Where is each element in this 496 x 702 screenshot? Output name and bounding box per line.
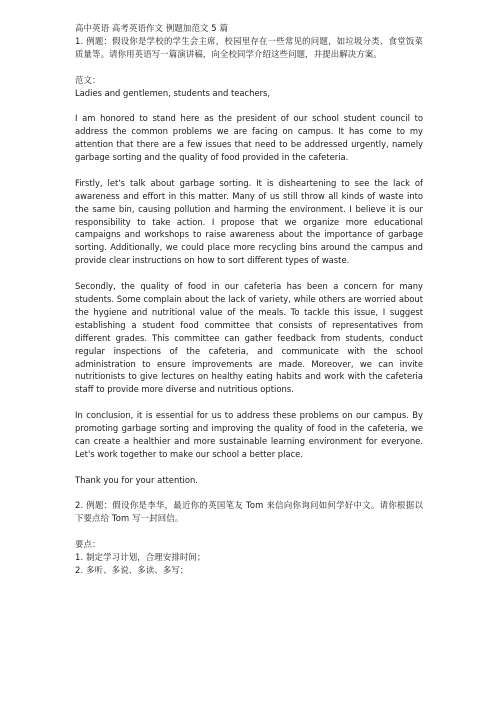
question-2-prompt: 2. 例题：假设你是李华，最近你的英国笔友 Tom 来信向你询问如何学好中文。请你根据以下要点给 Tom 写一封回信。 <box>75 500 423 524</box>
salutation: Ladies and gentlemen, students and teachers, <box>75 87 271 98</box>
spacer <box>75 61 423 74</box>
spacer <box>75 525 423 538</box>
spacer <box>75 99 423 112</box>
paragraph-garbage-sorting: Firstly, let's talk about garbage sorting. It is disheartening to see the lack of awareness and effort in this matter. Many of us still throw all kinds of waste into the same bin, causing pollution and harming the environment. I believe it is our responsibility to take action. I propose that we organize more educational campaigns and workshops to raise awareness about the importance of garbage sorting. Additionally, we could place more recycling bins around the campus and provide clear instructions on how to sort different types of waste. <box>75 177 423 266</box>
spacer <box>75 396 423 409</box>
document-header: 高中英语 高考英语作文 例题加范文 5 篇 <box>75 23 229 33</box>
sample-label: 范文： <box>75 74 101 85</box>
point-item-1: 1. 制定学习计划，合理安排时间； <box>75 552 206 563</box>
points-label: 要点： <box>75 539 101 550</box>
spacer <box>75 487 423 500</box>
point-item-2: 2. 多听、多说、多读、多写； <box>75 564 189 575</box>
spacer <box>75 267 423 280</box>
spacer <box>75 164 423 177</box>
question-1-prompt: 1. 例题：假设你是学校的学生会主席，校园里存在一些常见的问题，如垃圾分类、食堂饭菜质量等。请你用英语写一篇演讲稿，向全校同学介绍这些问题，并提出解决方案。 <box>75 35 423 59</box>
document-page <box>75 22 423 577</box>
paragraph-intro: I am honored to stand here as the president of our school student council to address the common problems we are facing on campus. It has come to my attention that there are a few issues that need to be addressed urgently, namely garbage sorting and the quality of food provided in the cafeteria. <box>75 113 423 163</box>
paragraph-conclusion: In conclusion, it is essential for us to address these problems on our campus. By promoting garbage sorting and improving the quality of food in the cafeteria, we can create a healthier and more sustainable learning environment for everyone. Let's work together to make our school a better place. <box>75 410 423 459</box>
paragraph-cafeteria-food: Secondly, the quality of food in our cafeteria has been a concern for many students. Some complain about the lack of variety, while others are worried about the hygiene and nutritional value of the meals. To tackle this issue, I suggest establishing a student food committee that consists of representatives from different grades. This committee can gather feedback from students, conduct regular inspections of the cafeteria, and communicate with the school administration to ensure improvements are made. Moreover, we can invite nutritionists to give lectures on healthy eating habits and work with the cafeteria staff to provide more diverse and nutritious options. <box>75 281 423 395</box>
spacer <box>75 461 423 474</box>
closing-line: Thank you for your attention. <box>75 474 198 485</box>
